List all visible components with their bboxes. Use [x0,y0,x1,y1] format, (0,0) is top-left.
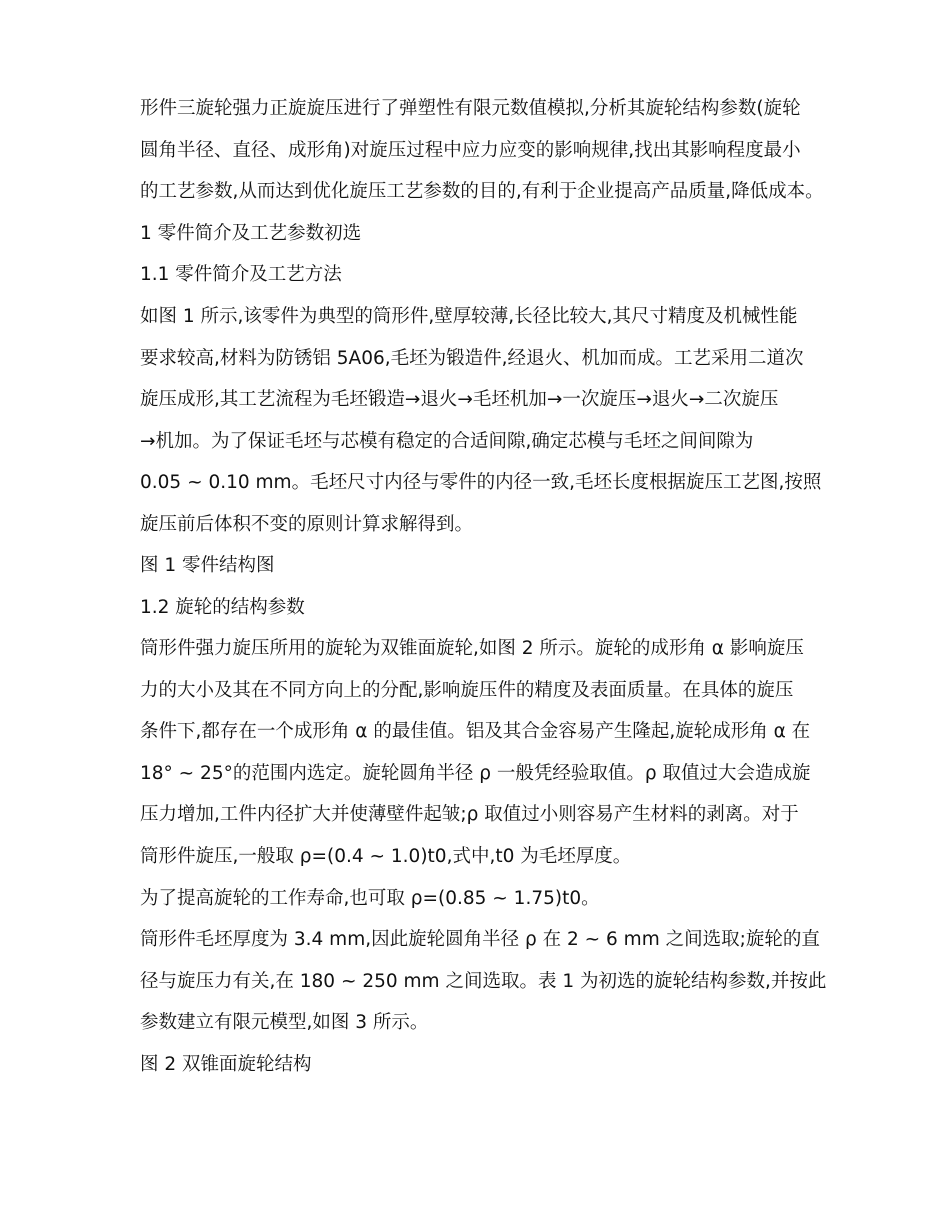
section-heading: 1 零件简介及工艺参数初选 [140,223,362,244]
paragraph-line-7: 要求较高,材料为防锈铝 5A06,毛坯为锻造件,经退火、机加而成。工艺采用二道次 [140,348,804,369]
paragraph-line-9: →机加。为了保证毛坯与芯模有稳定的合适间隙,确定芯模与毛坯之间间隙为 [140,431,754,452]
paragraph-line-16: 条件下,都存在一个成形角 α 的最佳值。铝及其合金容易产生隆起,旋轮成形角 α 在 [140,721,811,742]
subsection-heading: 1.1 零件简介及工艺方法 [140,264,342,285]
paragraph-line-14: 筒形件强力旋压所用的旋轮为双锥面旋轮,如图 2 所示。旋轮的成形角 α 影响旋压 [140,638,804,659]
paragraph-line-20: 为了提高旋轮的工作寿命,也可取 ρ=(0.85 ~ 1.75)t0。 [140,888,600,909]
paragraph-line-2: 圆角半径、直径、成形角)对旋压过程中应力应变的影响规律,找出其影响程度最小 [140,140,801,161]
subsection-heading: 1.2 旋轮的结构参数 [140,597,305,618]
paragraph-line-11: 旋压前后体积不变的原则计算求解得到。 [140,514,474,535]
figure-caption-2: 图 2 双锥面旋轮结构 [140,1054,312,1075]
paragraph-line-19: 筒形件旋压,一般取 ρ=(0.4 ~ 1.0)t0,式中,t0 为毛坯厚度。 [140,846,632,867]
paragraph-line-3: 的工艺参数,从而达到优化旋压工艺参数的目的,有利于企业提高产品质量,降低成本。 [140,181,824,202]
paragraph-line-21: 筒形件毛坯厚度为 3.4 mm,因此旋轮圆角半径 ρ 在 2 ~ 6 mm 之间选取;旋轮的直 [140,929,820,950]
paragraph-line-15: 力的大小及其在不同方向上的分配,影响旋压件的精度及表面质量。在具体的旋压 [140,680,794,701]
paragraph-line-8: 旋压成形,其工艺流程为毛坯锻造→退火→毛坯机加→一次旋压→退火→二次旋压 [140,389,779,410]
paragraph-line-18: 压力增加,工件内径扩大并使薄壁件起皱;ρ 取值过小则容易产生材料的剥离。对于 [140,804,799,825]
paragraph-line-17: 18° ~ 25°的范围内选定。旋轮圆角半径 ρ 一般凭经验取值。ρ 取值过大会造成旋 [140,763,811,784]
figure-caption-1: 图 1 零件结构图 [140,555,275,576]
paragraph-line-6: 如图 1 所示,该零件为典型的筒形件,壁厚较薄,长径比较大,其尺寸精度及机械性能 [140,306,798,327]
paragraph-line-10: 0.05 ~ 0.10 mm。毛坯尺寸内径与零件的内径一致,毛坯长度根据旋压工艺图,按照 [140,472,822,493]
paragraph-line-1: 形件三旋轮强力正旋旋压进行了弹塑性有限元数值模拟,分析其旋轮结构参数(旋轮 [140,98,801,119]
paragraph-line-22: 径与旋压力有关,在 180 ~ 250 mm 之间选取。表 1 为初选的旋轮结构参数,并按此 [140,971,827,992]
paragraph-line-23: 参数建立有限元模型,如图 3 所示。 [140,1012,429,1033]
